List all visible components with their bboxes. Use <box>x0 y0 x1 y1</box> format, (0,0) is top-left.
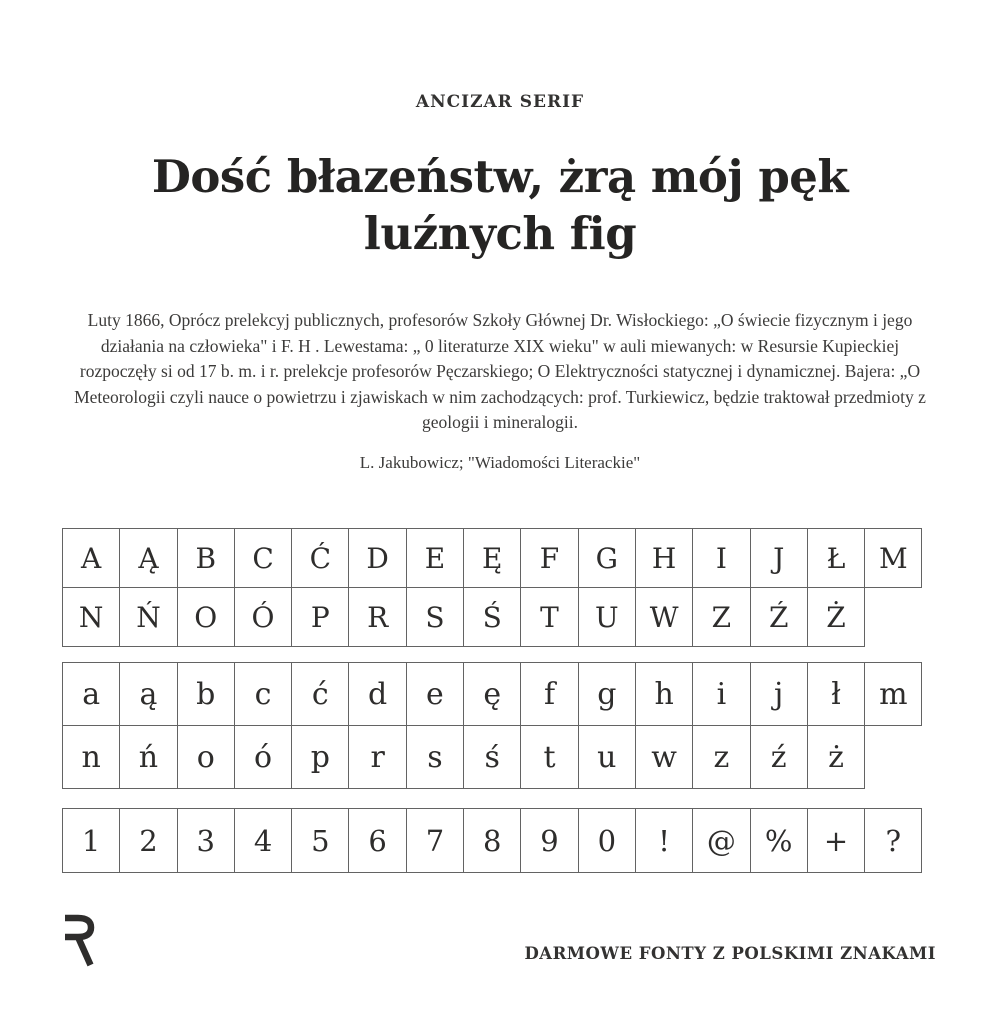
glyph-cell: H <box>635 528 693 588</box>
glyph-row <box>62 528 922 588</box>
glyph-cell: t <box>520 725 578 789</box>
glyph-cell: e <box>406 662 464 726</box>
glyph-cell: i <box>692 662 750 726</box>
glyph-cell: P <box>291 587 349 647</box>
glyph-row <box>62 808 922 873</box>
glyph-cell: B <box>177 528 235 588</box>
glyph-cell: 6 <box>348 808 406 873</box>
glyph-cell: m <box>864 662 922 726</box>
glyph-cell: g <box>578 662 636 726</box>
glyph-cell: 3 <box>177 808 235 873</box>
glyph-cell: d <box>348 662 406 726</box>
glyph-cell: F <box>520 528 578 588</box>
glyph-cell: T <box>520 587 578 647</box>
glyph-cell: 9 <box>520 808 578 873</box>
glyph-cell: a <box>62 662 120 726</box>
glyph-cell: ą <box>119 662 177 726</box>
glyph-cell: ź <box>750 725 808 789</box>
glyph-cell: b <box>177 662 235 726</box>
pangram-title-line1: Dość błazeństw, żrą mój pęk <box>151 150 849 203</box>
glyph-cell: @ <box>692 808 750 873</box>
glyph-cell: W <box>635 587 693 647</box>
glyph-cell: I <box>692 528 750 588</box>
glyph-cell: ć <box>291 662 349 726</box>
glyph-cell: J <box>750 528 808 588</box>
glyph-cell: ś <box>463 725 521 789</box>
foundry-r-logo-icon <box>62 912 96 970</box>
glyph-cell: E <box>406 528 464 588</box>
glyph-cell: 7 <box>406 808 464 873</box>
glyph-cell: ó <box>234 725 292 789</box>
glyph-cell: j <box>750 662 808 726</box>
glyph-cell: ń <box>119 725 177 789</box>
specimen-paragraph: Luty 1866, Oprócz prelekcyj publicznych, profesorów Szkoły Głównej Dr. Wisłockiego: „O świecie fizycznym i jego działania na człowieka" i F. H . Lewestama: „ 0 literaturze XIX wieku" w auli miewanych: w Resursie Kupieckiej rozpoczęły si od 17 b. m. i r. prelekcje profesorów Pęczarskiego; O Elektryczności statycznej i dynamicznej. Bajera: „O Meteorologii czyli nauce o powietrzu i zjawiskach w nim zachodzących: prof. Turkiewicz, będzie traktował przedmioty z geologii i mineralogii. <box>74 310 926 432</box>
glyph-cell: S <box>406 587 464 647</box>
glyph-cell: r <box>348 725 406 789</box>
glyph-cell: Ą <box>119 528 177 588</box>
pangram-title-line2: luźnych fig <box>363 207 637 260</box>
glyph-cell: O <box>177 587 235 647</box>
glyph-row <box>62 725 922 789</box>
glyph-cell: Ź <box>750 587 808 647</box>
glyph-cell: Ę <box>463 528 521 588</box>
glyph-row <box>62 587 922 647</box>
glyph-cell: + <box>807 808 865 873</box>
glyph-cell: u <box>578 725 636 789</box>
glyph-cell: w <box>635 725 693 789</box>
glyph-cell: ż <box>807 725 865 789</box>
footer-tagline: DARMOWE FONTY Z POLSKIMI ZNAKAMI <box>524 944 936 963</box>
glyph-cell: % <box>750 808 808 873</box>
glyph-cell: s <box>406 725 464 789</box>
glyph-cell: D <box>348 528 406 588</box>
glyph-cell: 8 <box>463 808 521 873</box>
uppercase-glyph-grid <box>62 528 922 647</box>
glyph-cell: c <box>234 662 292 726</box>
glyph-row <box>62 662 922 726</box>
glyph-cell: A <box>62 528 120 588</box>
glyph-cell: 5 <box>291 808 349 873</box>
glyph-cell: U <box>578 587 636 647</box>
glyph-cell: p <box>291 725 349 789</box>
glyph-cell: Z <box>692 587 750 647</box>
glyph-cell: h <box>635 662 693 726</box>
glyph-cell: Ś <box>463 587 521 647</box>
glyph-cell: C <box>234 528 292 588</box>
glyph-cell: Ż <box>807 587 865 647</box>
pangram-title <box>40 148 960 262</box>
glyph-cell: 4 <box>234 808 292 873</box>
glyph-cell: ł <box>807 662 865 726</box>
lowercase-glyph-grid <box>62 662 922 789</box>
glyph-cell: f <box>520 662 578 726</box>
glyph-cell: o <box>177 725 235 789</box>
glyph-cell: N <box>62 587 120 647</box>
glyph-cell: ę <box>463 662 521 726</box>
glyph-cell: M <box>864 528 922 588</box>
glyph-cell: n <box>62 725 120 789</box>
attribution-line: L. Jakubowicz; "Wiadomości Literackie" <box>359 453 641 472</box>
glyph-cell: Ó <box>234 587 292 647</box>
glyph-cell: Ć <box>291 528 349 588</box>
glyph-cell: G <box>578 528 636 588</box>
glyph-cell: 2 <box>119 808 177 873</box>
glyph-cell: z <box>692 725 750 789</box>
font-name-heading: ANCIZAR SERIF <box>415 92 585 112</box>
glyph-cell: ? <box>864 808 922 873</box>
glyph-cell: 1 <box>62 808 120 873</box>
glyph-cell: 0 <box>578 808 636 873</box>
numerals-symbols-glyph-grid <box>62 808 922 873</box>
glyph-cell: ! <box>635 808 693 873</box>
glyph-cell: Ń <box>119 587 177 647</box>
glyph-cell: Ł <box>807 528 865 588</box>
glyph-cell: R <box>348 587 406 647</box>
